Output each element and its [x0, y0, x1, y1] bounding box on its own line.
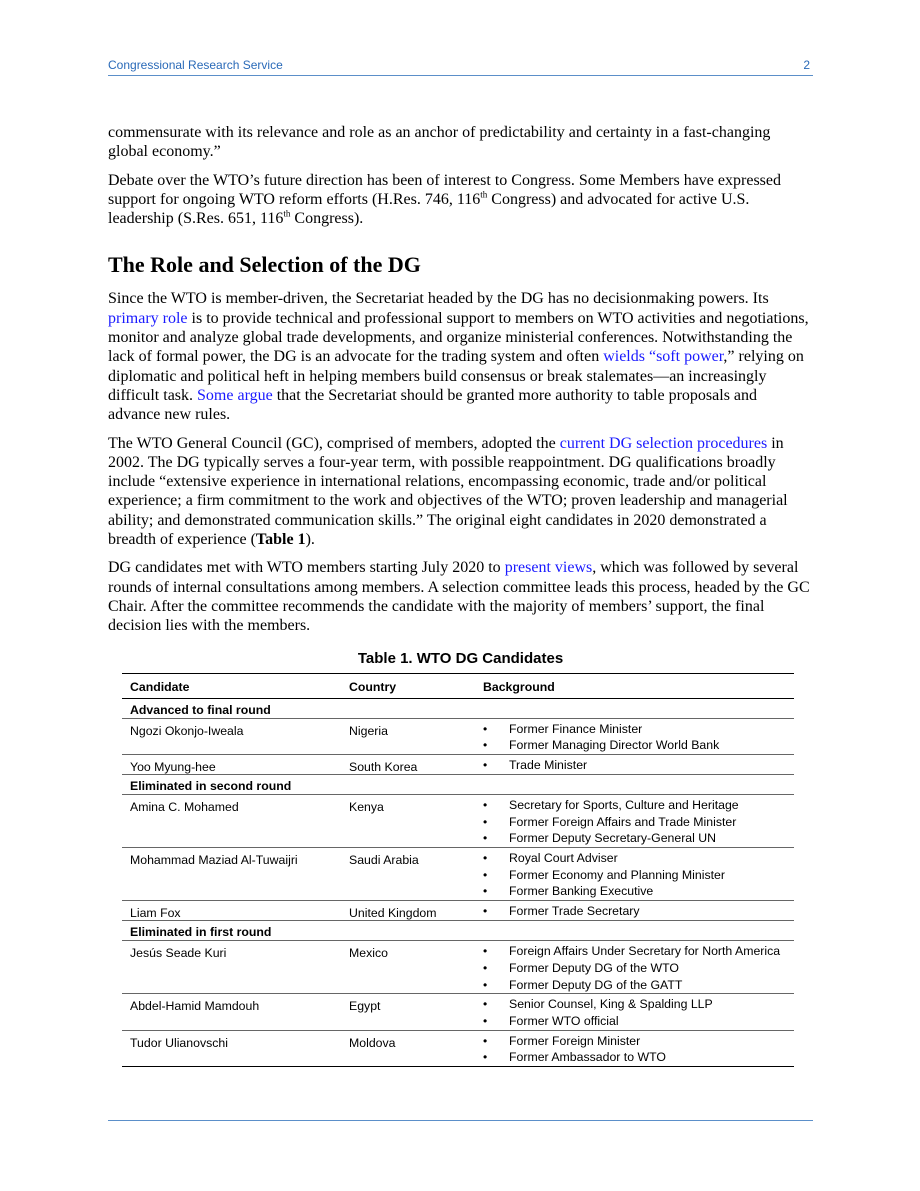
candidate-name: Liam Fox: [122, 901, 341, 921]
background-list: [483, 943, 786, 993]
paragraph-dg-role: Since the WTO is member-driven, the Secretariat headed by the DG has no decisionmaking powers. Its primary role is to provide technical and professional support to members on WTO activities and negotiations, monitor and analyze global trade developments, and organize ministerial conferences. Notwithstanding the lack of formal power, the DG is an advocate for the trading system and often wields “soft power,” relying on diplomatic and political heft in helping members build consensus or break stalemates—an increasingly difficult task. Some argue that the Secretariat should be granted more authority to table proposals and advance new rules.: [108, 290, 809, 424]
background-item: • Trade Minister: [483, 757, 786, 774]
candidate-name: Yoo Myung-hee: [122, 754, 341, 774]
background-item: • Former Banking Executive: [483, 883, 786, 900]
header-background: Background: [475, 673, 794, 698]
background-list: [483, 1033, 786, 1066]
table-row: [122, 1030, 794, 1066]
table-row: [122, 848, 794, 901]
candidate-background: [475, 718, 794, 754]
background-item: • Former Deputy DG of the WTO: [483, 960, 786, 977]
page-content: [108, 123, 813, 1067]
header-source: Congressional Research Service: [108, 58, 283, 72]
paragraph-selection-procedures: The WTO General Council (GC), comprised of members, adopted the current DG selection procedures in 2002. The DG typically serves a four-year term, with possible reappointment. DG qualifications broadly include “extensive experience in international relations, encompassing economic, trade and/or political experience; a firm commitment to the work and objectives of the WTO; proven leadership and managerial ability; and demonstrated communication skills.” The original eight candidates in 2020 demonstrated a breadth of experience (Table 1).: [108, 434, 788, 549]
background-list: [483, 797, 786, 847]
background-item: • Former Foreign Minister: [483, 1033, 786, 1050]
candidate-country: Mexico: [341, 941, 475, 994]
table-reference: Table 1: [255, 531, 306, 549]
table-row: [122, 941, 794, 994]
group-label: Eliminated in first round: [122, 921, 794, 941]
candidate-country: Saudi Arabia: [341, 848, 475, 901]
page-header: [108, 57, 813, 76]
header-country: Country: [341, 673, 475, 698]
paragraph-candidates-process: DG candidates met with WTO members starting July 2020 to present views, which was followed by several rounds of internal consultations among members. A selection committee leads this process, headed by the GC Chair. After the committee recommends the candidate with the majority of members’ support, the final decision lies with the members.: [108, 559, 810, 635]
footer-rule: [108, 1120, 813, 1121]
table-row: [122, 794, 794, 847]
background-list: [483, 903, 786, 920]
paragraph-continuation: commensurate with its relevance and role as an anchor of predictability and certainty in a fast-changing global economy.”: [108, 124, 771, 161]
candidate-country: Nigeria: [341, 718, 475, 754]
background-list: [483, 996, 786, 1029]
background-item: • Former Ambassador to WTO: [483, 1049, 786, 1066]
table-group-row: [122, 921, 794, 941]
background-item: • Royal Court Adviser: [483, 850, 786, 867]
background-item: • Former Trade Secretary: [483, 903, 786, 920]
link-soft-power[interactable]: wields “soft power: [603, 348, 724, 366]
background-item: • Foreign Affairs Under Secretary for North America: [483, 943, 786, 960]
background-item: • Secretary for Sports, Culture and Heritage: [483, 797, 786, 814]
background-item: • Former Deputy Secretary-General UN: [483, 830, 786, 847]
candidate-country: United Kingdom: [341, 901, 475, 921]
table-row: [122, 994, 794, 1030]
background-item: • Former Managing Director World Bank: [483, 737, 786, 754]
table-header-row: [122, 673, 794, 698]
candidate-name: Amina C. Mohamed: [122, 794, 341, 847]
link-selection-procedures[interactable]: current DG selection procedures: [559, 434, 768, 452]
table-row: [122, 754, 794, 774]
group-label: Eliminated in second round: [122, 774, 794, 794]
background-item: • Former Economy and Planning Minister: [483, 867, 786, 884]
candidate-country: Kenya: [341, 794, 475, 847]
candidate-name: Jesús Seade Kuri: [122, 941, 341, 994]
background-list: [483, 721, 786, 754]
background-list: [483, 850, 786, 900]
table-row: [122, 901, 794, 921]
background-list: [483, 757, 786, 774]
candidate-background: [475, 848, 794, 901]
candidate-background: [475, 901, 794, 921]
candidate-name: Ngozi Okonjo-Iweala: [122, 718, 341, 754]
table-row: [122, 718, 794, 754]
candidate-background: [475, 754, 794, 774]
table-title: Table 1. WTO DG Candidates: [357, 649, 564, 667]
candidate-country: Egypt: [341, 994, 475, 1030]
background-item: • Former Finance Minister: [483, 721, 786, 738]
background-item: • Former Deputy DG of the GATT: [483, 977, 786, 994]
link-some-argue[interactable]: Some argue: [197, 386, 273, 404]
candidate-name: Abdel-Hamid Mamdouh: [122, 994, 341, 1030]
candidate-name: Mohammad Maziad Al-Tuwaijri: [122, 848, 341, 901]
table-group-row: [122, 774, 794, 794]
background-item: • Former WTO official: [483, 1013, 786, 1030]
background-item: • Former Foreign Affairs and Trade Minister: [483, 814, 786, 831]
candidate-country: South Korea: [341, 754, 475, 774]
candidates-table: [122, 673, 794, 1068]
candidate-background: [475, 1030, 794, 1066]
candidate-background: [475, 794, 794, 847]
candidate-background: [475, 941, 794, 994]
candidate-name: Tudor Ulianovschi: [122, 1030, 341, 1066]
group-label: Advanced to final round: [122, 698, 794, 718]
background-item: • Senior Counsel, King & Spalding LLP: [483, 996, 786, 1013]
link-present-views[interactable]: present views: [504, 559, 593, 577]
candidate-country: Moldova: [341, 1030, 475, 1066]
section-heading: The Role and Selection of the DG: [108, 252, 421, 278]
link-primary-role[interactable]: primary role: [108, 309, 188, 327]
header-candidate: Candidate: [122, 673, 341, 698]
page-number: 2: [803, 58, 810, 72]
candidate-background: [475, 994, 794, 1030]
paragraph-congress-debate: Debate over the WTO’s future direction has been of interest to Congress. Some Members have expressed support for ongoing WTO reform efforts (H.Res. 746, 116th Congress) and advocated for active U.S. leadership (S.Res. 651, 116th Congress).: [108, 171, 781, 228]
table-group-row: [122, 698, 794, 718]
